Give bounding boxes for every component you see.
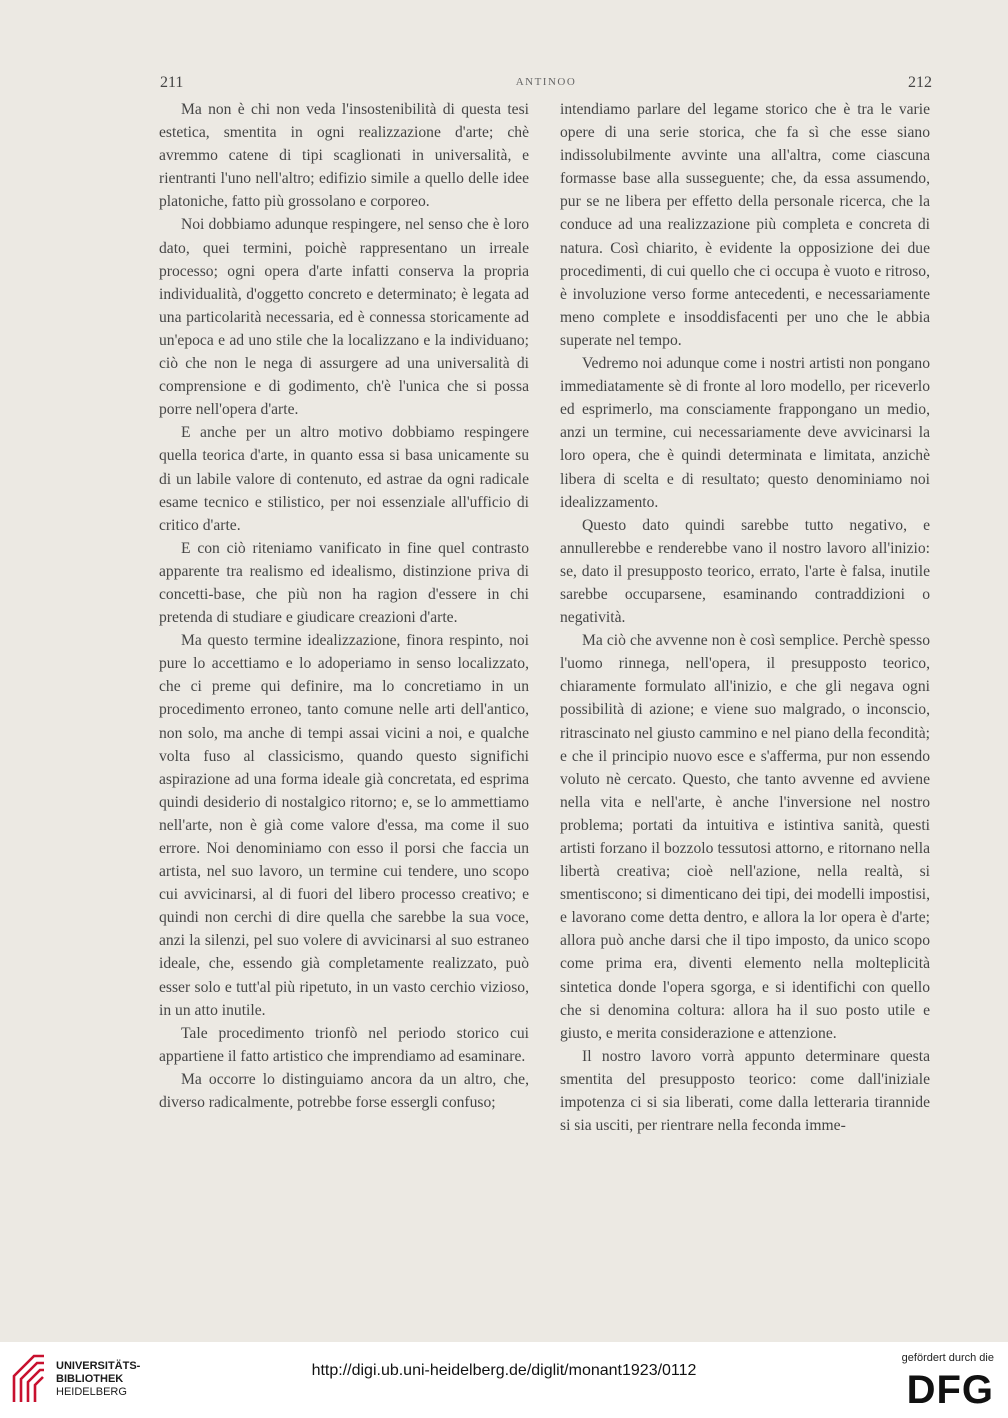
permalink-url[interactable]: http://digi.ub.uni-heidelberg.de/diglit/monant1923/0112 bbox=[311, 1362, 697, 1379]
funded-by-label: gefördert durch die bbox=[901, 1352, 994, 1364]
paragraph: Ma questo termine idealizzazione, finora respinto, noi pure lo accettiamo e lo adoperiamo in senso localizzato, che ci preme qui definire, ma lo concretiamo in un procedimento erroneo, tanto comune nelle arti dell'antico, non solo, ma anche di tempi assai vicini a noi, e qualche volta fuso al classicismo, quando questo significhi aspirazione ad una forma ideale già concretata, ed esprima quindi desiderio di nostalgico ritorno; e, se lo ammettiamo nell'arte, non è già come valore d'essa, ma come il suo errore. Noi denominiamo con esso il porsi che faccia un artista, nel suo lavoro, un termine cui tendere, uno scopo cui avvicinarsi, al di fuori del libero processo creativo; e quindi non cerchi di dire quella che sarebbe la sua voce, anzi la silenzi, pel suo volere di avvicinarsi al suo estraneo ideale, che, essendo già completamente realizzato, può esser solo e tutt'al più ripetuto, in un vasto cerchio vizioso, in un atto inutile. bbox=[159, 632, 529, 1019]
library-name: UNIVERSITÄTS- BIBLIOTHEK HEIDELBERG bbox=[56, 1360, 141, 1398]
paragraph: Il nostro lavoro vorrà appunto determinare questa smentita del presupposto teorico: come dall'iniziale impotenza ci si sia liberati, come dalla letteraria tirannide si sia usciti, per rientrare nella feconda imme- bbox=[560, 1047, 930, 1135]
paragraph: Tale procedimento trionfò nel periodo storico cui appartiene il fatto artistico che imprendiamo ad esaminare. bbox=[159, 1024, 529, 1065]
paragraph: E con ciò riteniamo vanificato in fine quel contrasto apparente tra realismo ed idealismo, distinzione priva di concetti-base, che più non ha ragion d'essere in chi pretenda di studiare e giudicare creazioni d'arte. bbox=[159, 539, 529, 627]
viewer-footer bbox=[0, 1342, 1008, 1418]
page-number-left: 211 bbox=[160, 74, 184, 91]
page-number-right: 212 bbox=[908, 74, 932, 91]
paragraph: Noi dobbiamo adunque respingere, nel senso che è loro dato, quei termini, poichè rappresentano un irreale processo; ogni opera d'arte infatti conserva la propria individualità, d'oggetto concreto e determinato; è legata ad una particolarità necessaria, ed è connessa storicamente ad un'epoca e ad uno stile che la localizzano e la individuano; ciò che non le nega di assurgere ad una universalità di comprensione e di godimento, ch'è l'unica che si possa porre nell'opera d'arte. bbox=[159, 216, 529, 419]
paragraph: Questo dato quindi sarebbe tutto negativo, e annullerebbe e renderebbe vano il nostro lavoro all'inizio: se, dato il presupposto teorico, errato, l'arte è falsa, inutile sarebbe occuparsene, esaminando contraddizioni o negatività. bbox=[560, 516, 930, 627]
left-column bbox=[159, 98, 529, 1114]
paragraph: Ma non è chi non veda l'insostenibilità di questa tesi estetica, smentita in ogni realizzazione d'arte; chè avremmo catene di tipi scaglionati in universalità, e rientranti l'uno nell'altro; edifizio simile a quello delle idee platoniche, fatto più grossolano e corporeo. bbox=[159, 101, 529, 211]
paragraph: Ma occorre lo distinguiamo ancora da un altro, che, diverso radicalmente, potrebbe forse essergli confuso; bbox=[159, 1070, 529, 1112]
paragraph: Vedremo noi adunque come i nostri artisti non pongano immediatamente sè di fronte al loro modello, per riceverlo ed esprimerlo, ma consciamente frappongano un medio, anzi un termine, cui necessariamente deve avvicinarsi la loro opera, che è quindi determinata e limitata, anzichè libera di scelta e di resultato; questo denominiamo noi idealizzamento. bbox=[560, 355, 930, 511]
paragraph: Ma ciò che avvenne non è così semplice. Perchè spesso l'uomo rinnega, nell'opera, il presupposto teorico, chiaramente formulato all'inizio, e che gli negava ogni possibilità di azione; e viene suo malgrado, o inconscio, ritrascinato nel giusto cammino e nel piano della fecondità; e che il principio nuovo esce e s'afferma, pur non essendo voluto nè cercato. Questo, che tanto avvenne ed avviene nella vita e nell'arte, è anche l'inversione nel nostro problema; portati da intuitiva e istintiva sanità, questi artisti forzano il bozzolo tessutosi attorno, e ritornano nella libertà creativa; cioè nell'azione, nella realtà, si smentiscono; si dimenticano dei tipi, dei modelli impostisi, e lavorano come detta dentro, e allora la lor opera è d'arte; allora può anche darsi che il tipo imposto, da unico scopo come prima era, diventi elemento nella molteplicità sintetica donde l'opera sgorga, e si identifichi con quello che si denomina coltura: allora ha il suo posto utile e giusto, e merita considerazione e attenzione. bbox=[560, 632, 930, 1042]
right-column bbox=[560, 98, 930, 1137]
paragraph: intendiamo parlare del legame storico che è tra le varie opere di una serie storica, che fa sì che esse siano indissolubilmente avvinte una all'altra, come ciascuna formasse base alla susseguente; che, da essa assumendo, pur se ne libera per effetto della personale ricerca, che la conduce ad una realizzazione più completa e concreta di natura. Così chiarito, è evidente la opposizione dei due procedimenti, di cui quello che ci occupa è vuoto e ritroso, è involuzione verso forme antecedenti, e necessariamente meno complete e insoddisfacenti per uno che le abbia superate nel tempo. bbox=[560, 101, 930, 349]
running-title: ANTINOO bbox=[515, 76, 577, 88]
page-header bbox=[160, 74, 932, 96]
dfg-logo-icon: DFG bbox=[906, 1368, 994, 1412]
paragraph: E anche per un altro motivo dobbiamo respingere quella teorica d'arte, in quanto essa si basa unicamente su di un labile valore di contenuto, ed astrae da ogni radicale esame tecnico e stilistico, per noi essenziale all'ufficio di critico d'arte. bbox=[159, 424, 529, 534]
